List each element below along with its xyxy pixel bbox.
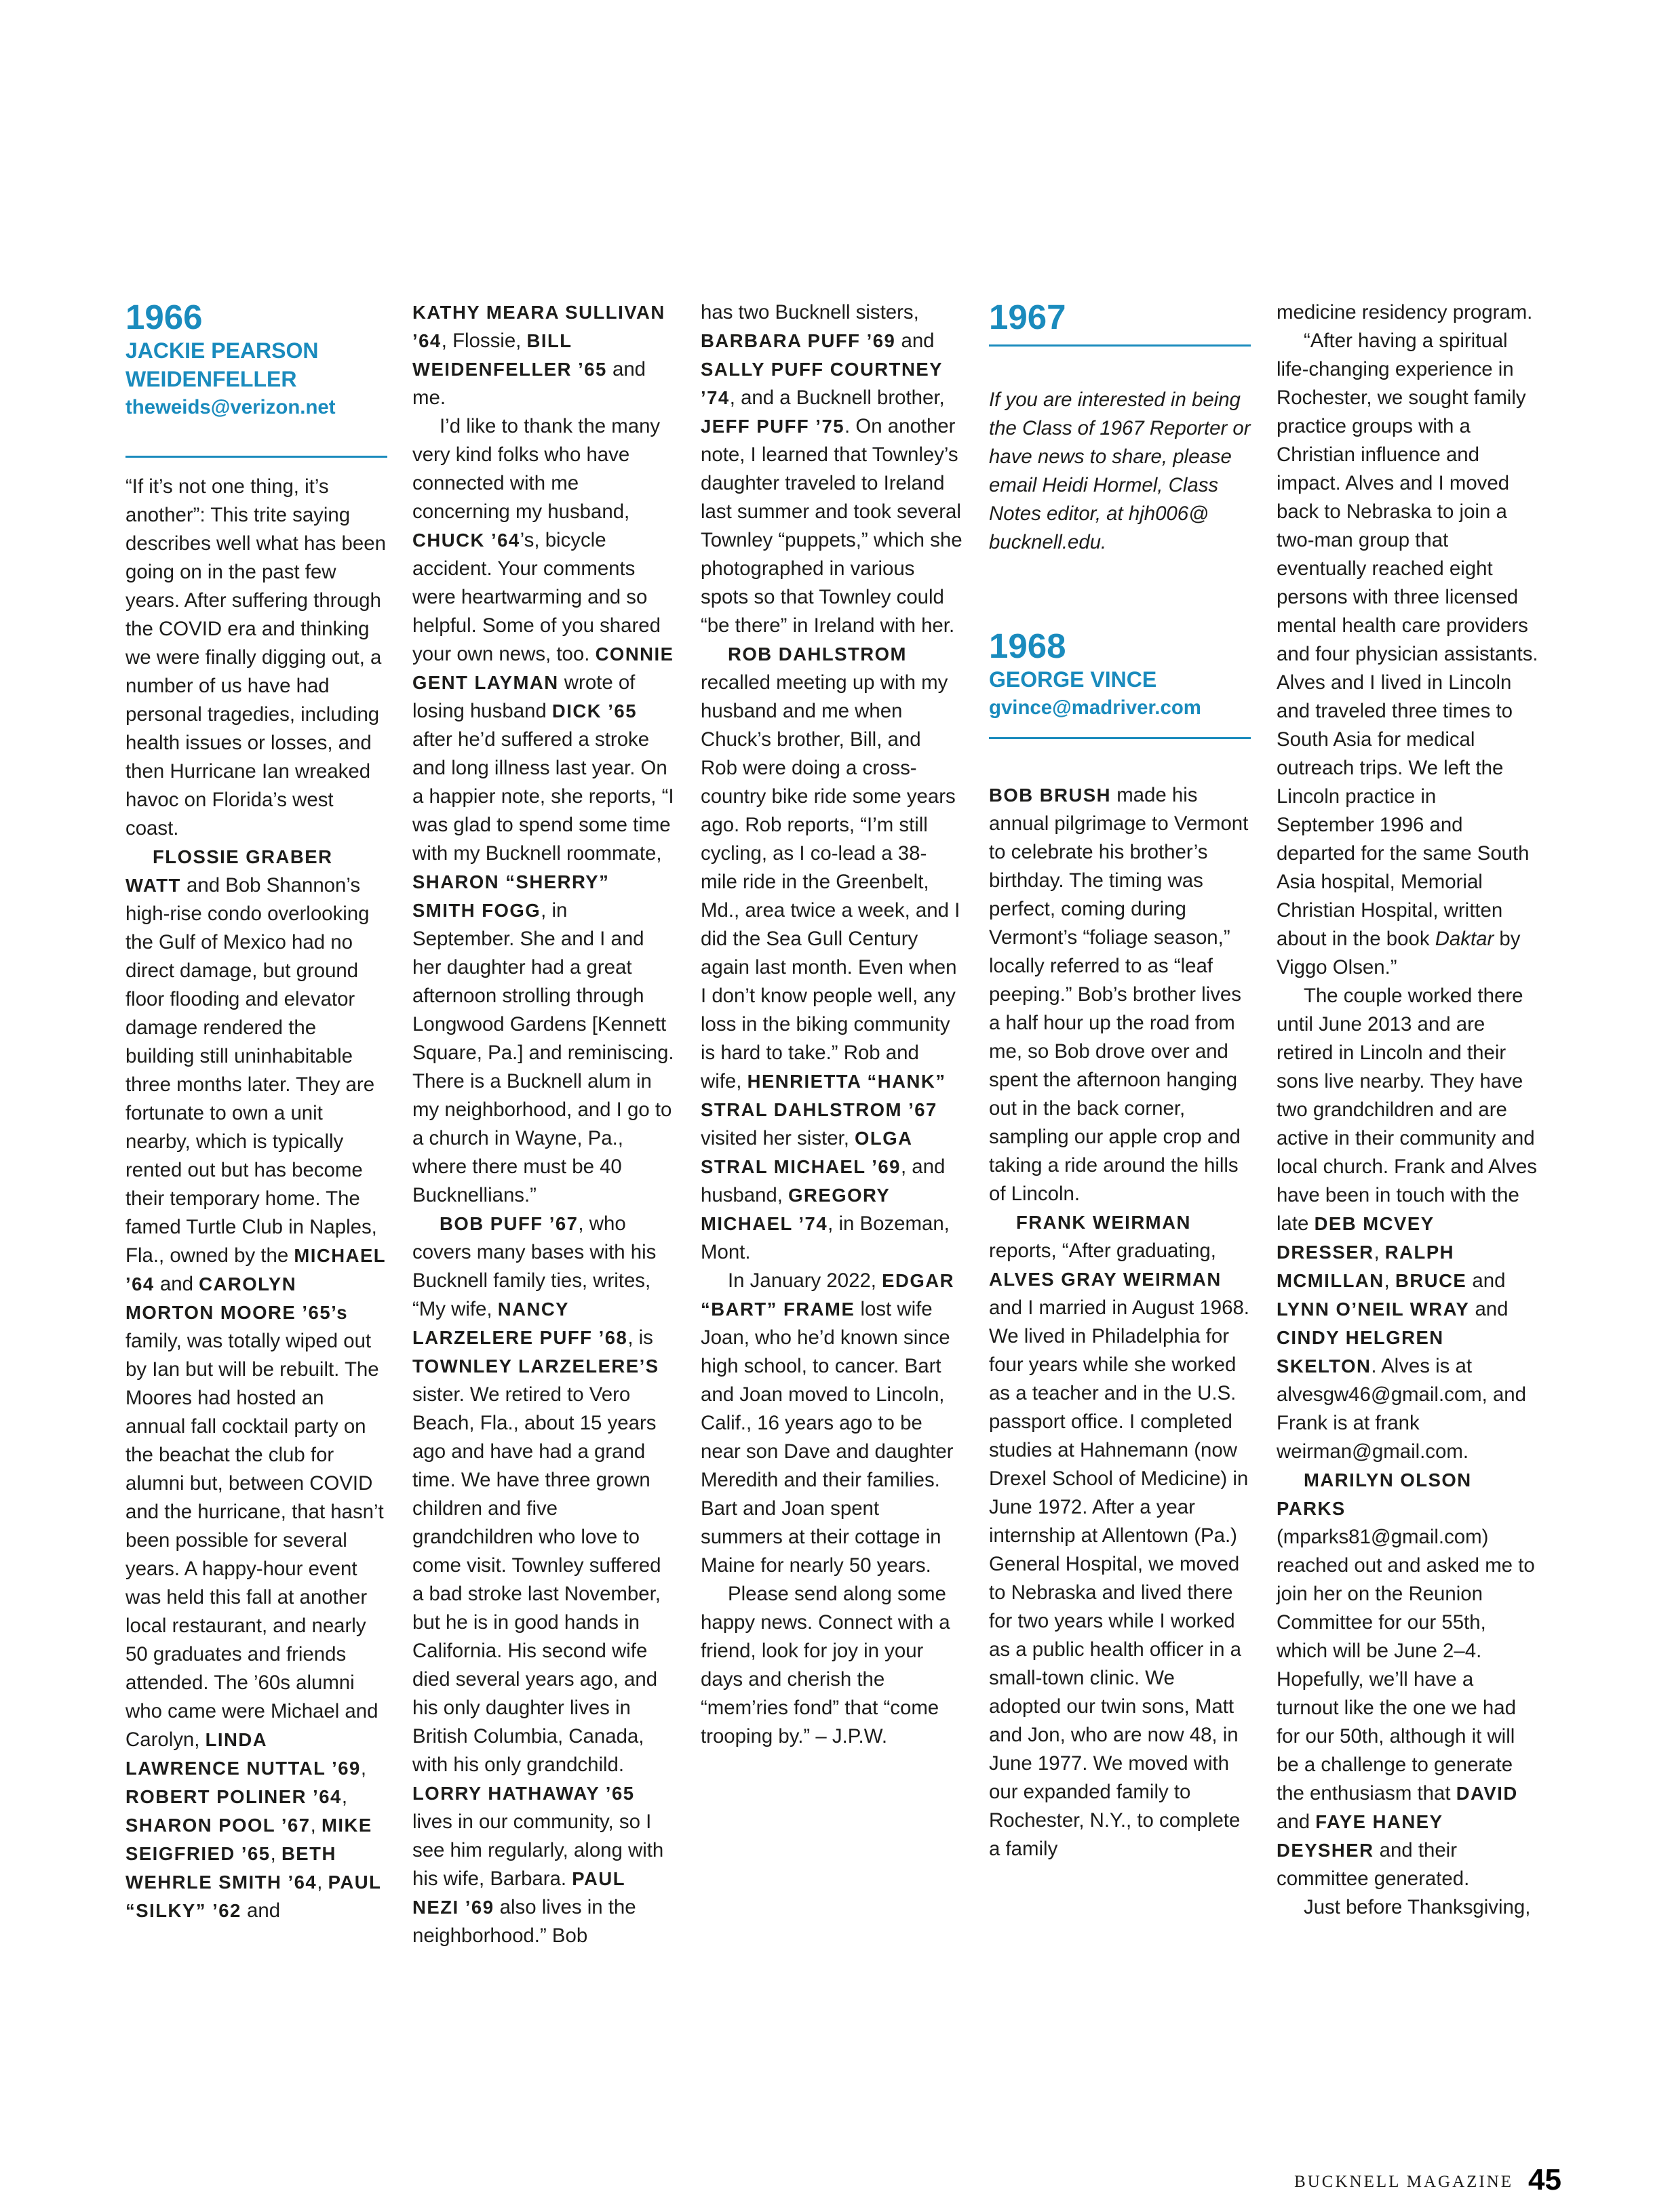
paragraph: BOB BRUSH made his annual pilgrimage to Vermont to celebrate his brother’s birthday. The timing was perfect, coming during Vermont’s “foliage season,” locally referred to as “leaf peeping.” Bob’s brother lives a half hour up the road from me, so Bob drove over and spent the afternoon hanging out in the back corner, sampling our apple crop and taking a ride around the hills of Lincoln.	[989, 784, 1249, 1205]
paragraph: FRANK WEIRMAN reports, “After graduating, ALVES GRAY WEIRMAN and I married in August 1968. We lived in Philadelphia for four years while she worked as a teacher and in the U.S. passport office. I completed studies at Hahnemann (now Drexel School of Medicine) in June 1972. After a year internship at Allentown (Pa.) General Hospital, we moved to Nebraska and lived there for two years while I worked as a public health officer in a small-town clinic. We adopted our twin sons, Matt and Jon, who are now 48, in June 1977. We moved with our expanded family to Rochester, N.Y., to complete a family	[989, 1212, 1249, 1860]
paragraph: In January 2022, EDGAR “BART” FRAME lost wife Joan, who he’d known since high school, to cancer. Bart and Joan moved to Lincoln, Calif., 16 years ago to be near son Dave and daughter Meredith and their families. Bart and Joan spent summers at their cottage in Maine for nearly 50 years.	[701, 1269, 954, 1577]
person-name: ROBERT POLINER ’64	[125, 1786, 342, 1807]
person-name: DEB MCVEY DRESSER	[1277, 1213, 1435, 1263]
person-name: SHARON “SHERRY” SMITH FOGG	[412, 871, 610, 921]
person-name: SHARON POOL ’67	[125, 1815, 311, 1836]
person-name: ALVES GRAY WEIRMAN	[989, 1269, 1222, 1290]
person-name: FLOSSIE GRABER WATT	[125, 846, 333, 896]
column-3	[701, 298, 962, 1751]
person-name: BILL WEIDENFELLER ’65	[412, 330, 607, 380]
class-year-heading: 1968	[989, 627, 1066, 665]
person-name: LORRY HATHAWAY ’65	[412, 1783, 635, 1804]
person-name: JEFF PUFF ’75	[701, 416, 845, 437]
column-4	[989, 298, 1251, 1863]
paragraph: I’d like to thank the many very kind folks who have connected with me concerning my husband, CHUCK ’64’s, bicycle accident. Your comments were heartwarming and so helpful. Some of you shared your own news, too. CONNIE GENT LAYMAN wrote of losing husband DICK ’65 after he’d suffered a stroke and long illness last year. On a happier note, she reports, “I was glad to spend some time with my Bucknell roommate, SHARON “SHERRY” SMITH FOGG, in September. She and I and her daughter had a great afternoon strolling through Longwood Gardens [Kennett Square, Pa.] and reminiscing. There is a Bucknell alum in my neighborhood, and I go to a church in Wayne, Pa., where there must be 40 Bucknellians.”	[412, 415, 674, 1206]
person-name: CONNIE GENT LAYMAN	[412, 644, 674, 693]
person-name: CHUCK ’64	[412, 530, 520, 551]
class-reporter-email: gvince@madriver.com	[989, 696, 1201, 719]
person-name: FAYE HANEY DEYSHER	[1277, 1811, 1443, 1861]
person-name: OLGA STRAL MICHAEL ’69	[701, 1128, 912, 1177]
person-name: GREGORY MICHAEL ’74	[701, 1185, 890, 1234]
paragraph: BOB PUFF ’67, who covers many bases with his Bucknell family ties, writes, “My wife, NANCY LARZELERE PUFF ’68, is TOWNLEY LARZELERE’S sister. We retired to Vero Beach, Fla., about 15 years ago and have had a grand time. We have three grown children and five grandchildren who love to come visit. Townley suffered a bad stroke last November, but he is in good hands in California. His second wife died several years ago, and his only daughter lives in British Columbia, Canada, with his only grandchild. LORRY HATHAWAY ’65 lives in our community, so I see him regularly, along with his wife, Barbara. PAUL NEZI ’69 also lives in the neighborhood.” Bob	[412, 1212, 664, 1947]
class-reporter-email: theweids@verizon.net	[125, 396, 336, 418]
person-name: FRANK WEIRMAN	[1016, 1212, 1191, 1233]
class-reporter-name: WEIDENFELLER	[125, 367, 297, 391]
person-name: BETH WEHRLE SMITH ’64	[125, 1843, 336, 1893]
class-year-heading: 1966	[125, 298, 203, 336]
book-title: Daktar	[1435, 928, 1494, 950]
person-name: LINDA LAWRENCE NUTTAL ’69	[125, 1729, 361, 1779]
class-reporter-name: JACKIE PEARSON	[125, 338, 319, 363]
column-1	[125, 298, 387, 1925]
person-name: PAUL “SILKY” ’62	[125, 1872, 381, 1921]
page-footer	[1294, 2163, 1561, 2197]
paragraph: medicine residency program.	[1277, 301, 1533, 323]
paragraph: KATHY MEARA SULLIVAN ’64, Flossie, BILL WEIDENFELLER ’65 and me.	[412, 302, 665, 409]
section-rule	[125, 456, 387, 458]
reporter-wanted-note: If you are interested in being the Class of 1967 Reporter or have news to share, please email Heidi Hormel, Class Notes editor, at hjh006@ bucknell.edu.	[989, 389, 1251, 553]
paragraph: FLOSSIE GRABER WATT and Bob Shannon’s high-rise condo overlooking the Gulf of Mexico had no direct damage, but ground floor flooding and elevator damage rendered the building still uninhabitable three months later. They are fortunate to own a unit nearby, which is typically rented out but has become their temporary home. The famed Turtle Club in Naples, Fla., owned by the MICHAEL ’64 and CAROLYN MORTON MOORE ’65’s family, was totally wiped out by Ian but will be rebuilt. The Moores had hosted an annual fall cocktail party on the beachat the club for alumni but, between COVID and the hurricane, that hasn’t been possible for several years. A happy-hour event was held this fall at another local restaurant, and nearly 50 graduates and friends attended. The ’60s alumni who came were Michael and Carolyn, LINDA LAWRENCE NUTTAL ’69, ROBERT POLINER ’64, SHARON POOL ’67, MIKE SEIGFRIED ’65, BETH WEHRLE SMITH ’64, PAUL “SILKY” ’62 and	[125, 846, 386, 1922]
class-year-heading: 1967	[989, 298, 1066, 336]
paragraph: Please send along some happy news. Connect with a friend, look for joy in your days and cherish the “mem’ries fond” that “come trooping by.” – J.P.W.	[701, 1583, 950, 1747]
person-name: NANCY LARZELERE PUFF ’68	[412, 1299, 628, 1348]
section-rule	[989, 737, 1251, 739]
person-name: BOB PUFF ’67	[440, 1213, 579, 1234]
person-name: BARBARA PUFF ’69	[701, 330, 896, 351]
column-2	[412, 298, 674, 1950]
person-name: BOB BRUSH	[989, 785, 1112, 806]
paragraph: “After having a spiritual life-changing experience in Rochester, we sought family practice groups with a Christian influence and impact. Alves and I moved back to Nebraska to join a two-man group that eventually reached eight persons with three licensed mental health care providers and four physician assistants. Alves and I lived in Lincoln and traveled three times to South Asia for medical outreach trips. We left the Lincoln practice in September 1996 and departed for the same South Asia hospital, Memorial Christian Hospital, written about in the book Daktar by Viggo Olsen.”	[1277, 330, 1538, 979]
magazine-name: BUCKNELL MAGAZINE	[1294, 2173, 1514, 2191]
person-name: BRUCE	[1395, 1270, 1467, 1291]
person-name: CAROLYN MORTON MOORE ’65’s	[125, 1273, 349, 1323]
paragraph: The couple worked there until June 2013 and are retired in Lincoln and their sons live nearby. They have two grandchildren and are active in their community and local church. Frank and Alves have been in touch with the late DEB MCVEY DRESSER, RALPH MCMILLAN, BRUCE and LYNN O’NEIL WRAY and CINDY HELGREN SKELTON. Alves is at alvesgw46@gmail.com, and Frank is at frank weirman@gmail.com.	[1277, 985, 1537, 1463]
class-reporter-name: GEORGE VINCE	[989, 667, 1157, 692]
person-name: CINDY HELGREN SKELTON	[1277, 1327, 1444, 1377]
person-name: DICK ’65	[551, 700, 637, 722]
person-name: HENRIETTA “HANK” STRAL DAHLSTROM ’67	[701, 1071, 946, 1120]
person-name: EDGAR “BART” FRAME	[701, 1270, 954, 1320]
page-number: 45	[1528, 2163, 1561, 2196]
person-name: KATHY MEARA SULLIVAN ’64	[412, 302, 665, 351]
person-name: ROB DAHLSTROM	[728, 644, 907, 665]
paragraph: MARILYN OLSON PARKS (mparks81@gmail.com) reached out and asked me to join her on the Reunion Committee for our 55th, which will be June 2–4. Hopefully, we’ll have a turnout like the one we had for our 50th, although it will be a challenge to generate the enthusiasm that DAVID and FAYE HANEY DEYSHER and their committee generated.	[1277, 1469, 1535, 1890]
column-5	[1277, 298, 1538, 1922]
paragraph: has two Bucknell sisters, BARBARA PUFF ’69 and SALLY PUFF COURTNEY ’74, and a Bucknell brother, JEFF PUFF ’75. On another note, I learned that Townley’s daughter traveled to Ireland last summer and took several Townley “puppets,” which she photographed in various spots so that Townley could “be there” in Ireland with her.	[701, 301, 962, 637]
person-name: MIKE SEIGFRIED ’65	[125, 1815, 372, 1864]
person-name: TOWNLEY LARZELERE’S	[412, 1356, 659, 1377]
section-rule	[989, 344, 1251, 347]
person-name: LYNN O’NEIL WRAY	[1277, 1299, 1470, 1320]
paragraph: ROB DAHLSTROM recalled meeting up with my husband and me when Chuck’s brother, Bill, and Rob were doing a cross-country bike ride some years ago. Rob reports, “I’m still cycling, as I co-lead a 38-mile ride in the Greenbelt, Md., area twice a week, and I did the Sea Gull Century again last month. Even when I don’t know people well, any loss in the biking community is hard to take.” Rob and wife, HENRIETTA “HANK” STRAL DAHLSTROM ’67 visited her sister, OLGA STRAL MICHAEL ’69, and husband, GREGORY MICHAEL ’74, in Bozeman, Mont.	[701, 644, 960, 1263]
person-name: RALPH MCMILLAN	[1277, 1242, 1455, 1291]
paragraph: Just before Thanksgiving,	[1304, 1896, 1531, 1918]
person-name: MARILYN OLSON PARKS	[1277, 1469, 1472, 1519]
paragraph: “If it’s not one thing, it’s another”: This trite saying describes well what has been going on in the past few years. After suffering through the COVID era and thinking we were finally digging out, a number of us have had personal tragedies, including health issues or losses, and then Hurricane Ian wreaked havoc on Florida’s west coast.	[125, 475, 386, 840]
person-name: SALLY PUFF COURTNEY ’74	[701, 359, 943, 408]
person-name: PAUL NEZI ’69	[412, 1868, 625, 1918]
person-name: DAVID	[1456, 1783, 1518, 1804]
person-name: MICHAEL ’64	[125, 1245, 386, 1295]
